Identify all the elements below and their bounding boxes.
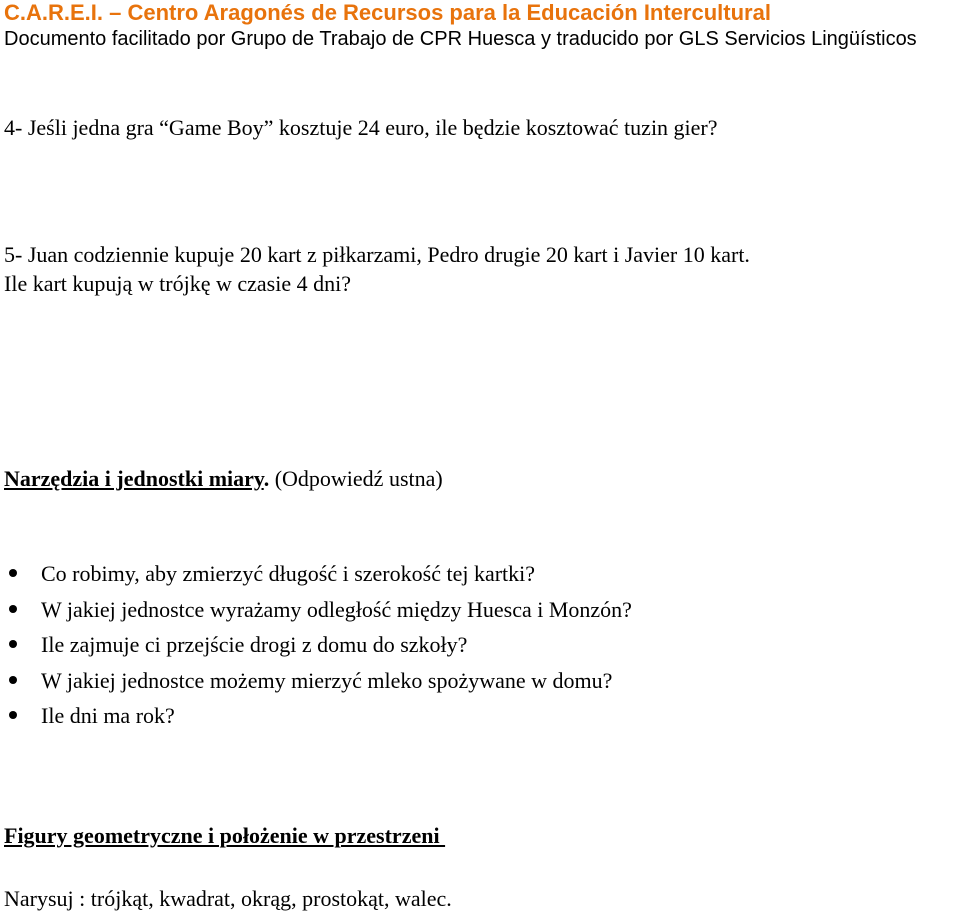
measurement-section-note: (Odpowiedź ustna) [269, 466, 443, 491]
list-item-text: Ile zajmuje ci przejście drogi z domu do szkoły? [41, 632, 468, 657]
list-item [0, 630, 632, 666]
bullet-icon [9, 640, 17, 648]
geometry-section-title: Figury geometryczne i położenie w przestrzeni [4, 823, 446, 848]
list-item-text: W jakiej jednostce wyrażamy odległość między Huesca i Monzón? [41, 596, 632, 622]
bullet-icon [9, 676, 17, 684]
question-5-line-1: 5- Juan codziennie kupuje 20 kart z piłkarzami, Pedro drugie 20 kart i Javier 10 kart. [4, 242, 750, 267]
list-item-text: Ile dni ma rok? [41, 703, 175, 728]
list-item [0, 595, 632, 631]
list-item [0, 559, 632, 595]
question-5 [4, 240, 750, 298]
bullet-icon [9, 711, 17, 719]
measurement-section-title: Narzędzia i jednostki miary [4, 466, 264, 491]
geometry-instruction: Narysuj : trójkąt, kwadrat, okrąg, prostokąt, walec. [4, 886, 452, 911]
list-item-text: Co robimy, aby zmierzyć długość i szerokość tej kartki? [41, 561, 536, 586]
question-4: 4- Jeśli jedna gra “Game Boy” kosztuje 24 euro, ile będzie kosztować tuzin gier? [4, 115, 718, 140]
org-separator: – [103, 0, 128, 25]
measurement-section-period: . [263, 466, 270, 491]
org-acronym: C.A.R.E.I. [4, 0, 104, 25]
measurement-section-heading [4, 464, 443, 493]
document-header [4, 0, 956, 52]
list-item [0, 666, 632, 702]
bullet-icon [9, 569, 17, 577]
org-full-name: Centro Aragonés de Recursos para la Educación Intercultural [127, 0, 771, 25]
question-5-line-2: Ile kart kupują w trójkę w czasie 4 dni? [4, 271, 351, 296]
header-title [4, 0, 956, 25]
list-item-text: W jakiej jednostce możemy mierzyć mleko spożywane w domu? [41, 667, 613, 693]
measurement-question-list [0, 559, 632, 737]
bullet-icon [9, 605, 17, 613]
geometry-section-heading [4, 821, 445, 850]
header-subtitle: Documento facilitado por Grupo de Trabajo de CPR Huesca y traducido por GLS Servicios Lingüísticos [4, 28, 917, 50]
list-item [0, 701, 632, 737]
